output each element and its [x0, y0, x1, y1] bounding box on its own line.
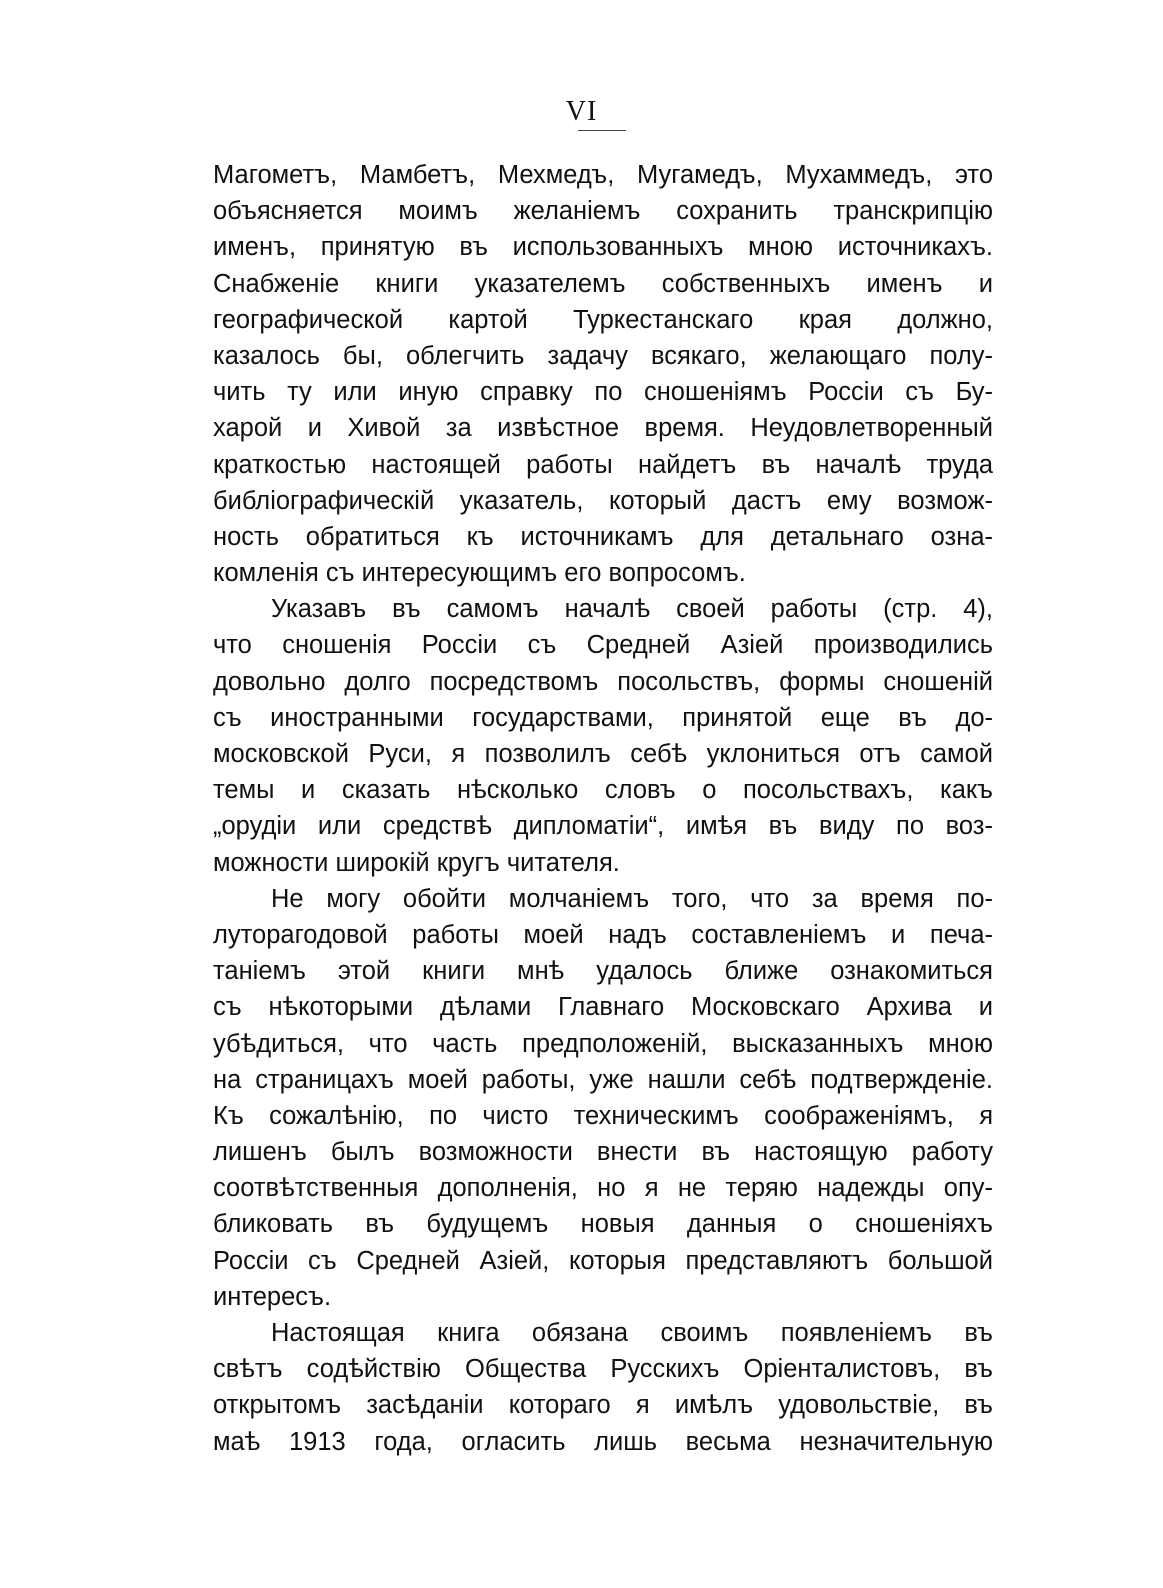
text-line: географической картой Туркестанскаго края должно, [213, 305, 993, 334]
text-line: что сношенія Россіи съ Средней Азіей производились [213, 631, 993, 660]
text-line: комленія съ интересующимъ его вопросомъ. [213, 559, 746, 588]
text-line: харой и Хивой за извѣстное время. Неудовлетворенный [213, 414, 993, 443]
text-line: соотвѣтственныя дополненія, но я не теряю надежды опу- [213, 1174, 993, 1203]
text-line: открытомъ засѣданіи котораго я имѣлъ удовольствіе, въ [213, 1391, 993, 1420]
text-line: Указавъ въ самомъ началѣ своей работы (стр. 4), [271, 595, 993, 624]
text-line: казалось бы, облегчить задачу всякаго, желающаго полу- [213, 341, 993, 370]
text-line: довольно долго посредствомъ посольствъ, формы сношеній [213, 667, 993, 696]
text-line: Не могу обойти молчаніемъ того, что за время по- [271, 884, 993, 913]
text-line: лишенъ былъ возможности внести въ настоящую работу [213, 1138, 993, 1167]
text-line: „орудіи или средствѣ дипломатіи“, имѣя въ виду по воз- [213, 812, 993, 841]
text-line: убѣдиться, что часть предположеній, высказанныхъ мною [213, 1029, 993, 1058]
text-line: свѣтъ содѣйствію Общества Русскихъ Оріенталистовъ, въ [213, 1355, 993, 1384]
body-text [213, 157, 993, 1460]
text-line: объясняется моимъ желаніемъ сохранить транскрипцію [213, 197, 993, 226]
text-line: маѣ 1913 года, огласить лишь весьма незначительную [213, 1427, 993, 1456]
text-line: Россіи съ Средней Азіей, которыя представляютъ большой [213, 1246, 993, 1275]
text-line: съ нѣкоторыми дѣлами Главнаго Московскаго Архива и [213, 993, 993, 1022]
text-line: таніемъ этой книги мнѣ удалось ближе ознакомиться [213, 957, 993, 986]
text-line: на страницахъ моей работы, уже нашли себѣ подтвержденіе. [213, 1065, 993, 1094]
text-line: именъ, принятую въ использованныхъ мною источникахъ. [213, 233, 993, 262]
text-line: московской Руси, я позволилъ себѣ уклониться отъ самой [213, 740, 993, 768]
text-line: библіографическій указатель, который дастъ ему возмож- [213, 486, 993, 515]
text-line: луторагодовой работы моей надъ составленіемъ и печа- [213, 920, 993, 949]
text-line: интересъ. [213, 1282, 332, 1311]
text-line: Къ сожалѣнію, по чисто техническимъ соображеніямъ, я [213, 1101, 993, 1130]
page-number: VI [565, 96, 598, 127]
text-line: краткостью настоящей работы найдетъ въ началѣ труда [213, 450, 993, 479]
text-line: Снабженіе книги указателемъ собственныхъ именъ и [213, 269, 993, 298]
text-line: бликовать въ будущемъ новыя данныя о сношеніяхъ [213, 1210, 993, 1239]
text-line: чить ту или иную справку по сношеніямъ Россіи съ Бу- [213, 378, 993, 407]
text-line: Магометъ, Мамбетъ, Мехмедъ, Мугамедъ, Мухаммедъ, это [213, 161, 993, 189]
page-number-rule [578, 130, 626, 131]
text-line: можности широкій кругъ читателя. [213, 848, 620, 877]
text-line: ность обратиться къ источникамъ для детальнаго озна- [213, 522, 993, 551]
text-line: Настоящая книга обязана своимъ появленіемъ въ [271, 1319, 993, 1347]
text-line: темы и сказать нѣсколько словъ о посольствахъ, какъ [213, 776, 993, 805]
text-line: съ иностранными государствами, принятой еще въ до- [213, 703, 993, 732]
